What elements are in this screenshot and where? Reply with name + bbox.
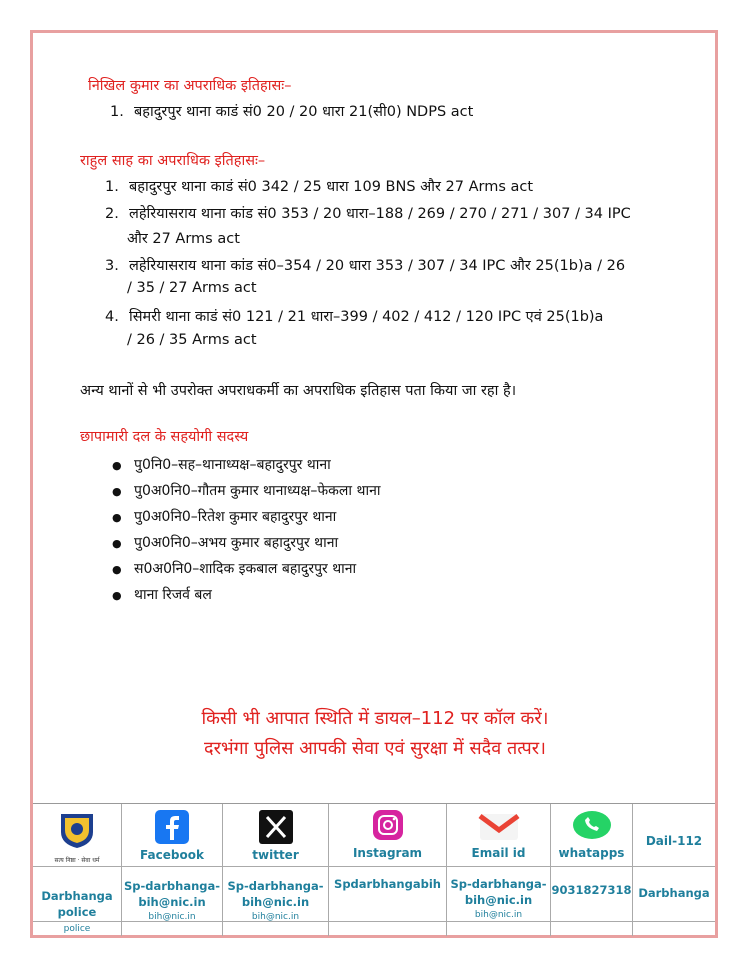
footer-col-dial112	[633, 804, 715, 936]
footer-col-logo: सत्य निष्ठा · सेवा धर्म Darbhanga police police	[33, 804, 122, 936]
instagram-label: Instagram	[352, 846, 423, 860]
email-value: Sp-darbhanga-bih@nic.in	[450, 877, 547, 907]
raid-member-4: ● पु0अ0नि0–अभय कुमार बहादुरपुर थाना	[112, 535, 339, 551]
raid-member-3: ● पु0अ0नि0–रितेश कुमार बहादुरपुर थाना	[112, 509, 337, 525]
dial112-label: Dail-112	[645, 834, 703, 848]
emergency-line-1: किसी भी आपात स्थिति में डायल–112 पर कॉल करें।	[201, 708, 549, 729]
instagram-value: Spdarbhangabih	[334, 877, 441, 891]
twitter-x-icon[interactable]	[259, 810, 293, 848]
facebook-value: Sp-darbhanga-bih@nic.in	[123, 879, 221, 909]
contact-footer	[33, 803, 715, 936]
rahul-item-3: 3. लहेरियासराय थाना कांड सं0–354 / 20 धारा 353 / 307 / 34 IPC और 25(1b)a / 26	[105, 258, 626, 274]
bihar-police-logo-icon	[57, 810, 97, 854]
rahul-item-2-cont: और 27 Arms act	[127, 231, 240, 247]
rahul-item-2: 2. लहेरियासराय थाना कांड सं0 353 / 20 धारा–188 / 269 / 270 / 271 / 307 / 34 IPC	[105, 206, 631, 222]
footer-col-whatsapp[interactable]	[551, 804, 633, 936]
footer-col-instagram[interactable]	[329, 804, 447, 936]
raid-team-heading: छापामारी दल के सहयोगी सदस्य	[80, 429, 249, 445]
twitter-value: Sp-darbhanga-bih@nic.in	[227, 879, 324, 909]
nikhil-history-heading: निखिल कुमार का अपराधिक इतिहासः–	[88, 78, 292, 94]
raid-member-1: ● पु0नि0–सह–थानाध्यक्ष–बहादुरपुर थाना	[112, 457, 331, 473]
emergency-line-2: दरभंगा पुलिस आपकी सेवा एवं सुरक्षा में सदैव तत्पर।	[204, 738, 546, 759]
logo-caption: सत्य निष्ठा · सेवा धर्म	[54, 857, 100, 864]
nikhil-item-1: 1. बहादुरपुर थाना काडं सं0 20 / 20 धारा 21(सी0) NDPS act	[110, 104, 474, 120]
dial112-value: Darbhanga	[638, 886, 710, 900]
rahul-item-4: 4. सिमरी थाना काडं सं0 121 / 21 धारा–399 / 402 / 412 / 120 IPC एवं 25(1b)a	[105, 309, 604, 325]
instagram-icon[interactable]	[373, 810, 403, 844]
email-label: Email id	[471, 846, 526, 860]
rahul-history-heading: राहुल साह का अपराधिक इतिहासः–	[80, 153, 266, 169]
raid-member-6: ● थाना रिजर्व बल	[112, 587, 212, 603]
raid-member-5: ● स0अ0नि0–शादिक इकबाल बहादुरपुर थाना	[112, 561, 357, 577]
raid-member-2: ● पु0अ0नि0–गौतम कुमार थानाध्यक्ष–फेकला थाना	[112, 483, 381, 499]
whatsapp-label: whatapps	[558, 846, 625, 860]
footer-darbhanga-police: Darbhanga police	[41, 889, 113, 919]
other-station-note: अन्य थानों से भी उपरोक्त अपराधकर्मी का अपराधिक इतिहास पता किया जा रहा है।	[80, 383, 517, 399]
whatsapp-icon[interactable]	[571, 810, 613, 846]
rahul-item-3-cont: / 35 / 27 Arms act	[127, 280, 257, 296]
facebook-label: Facebook	[140, 848, 204, 862]
rahul-item-1: 1. बहादुरपुर थाना काडं सं0 342 / 25 धारा 109 BNS और 27 Arms act	[105, 179, 534, 195]
twitter-label: twitter	[252, 848, 299, 862]
rahul-item-4-cont: / 26 / 35 Arms act	[127, 332, 257, 348]
footer-col-email[interactable]: Email id Sp-darbhanga-bih@nic.in bih@nic.in	[447, 804, 551, 936]
email-icon[interactable]	[478, 810, 520, 846]
whatsapp-value: 9031827318	[551, 883, 632, 897]
footer-col-twitter[interactable]: twitter Sp-darbhanga-bih@nic.in bih@nic.in	[223, 804, 329, 936]
facebook-icon[interactable]	[155, 810, 189, 848]
footer-col-facebook[interactable]: Facebook Sp-darbhanga-bih@nic.in bih@nic.in	[122, 804, 223, 936]
